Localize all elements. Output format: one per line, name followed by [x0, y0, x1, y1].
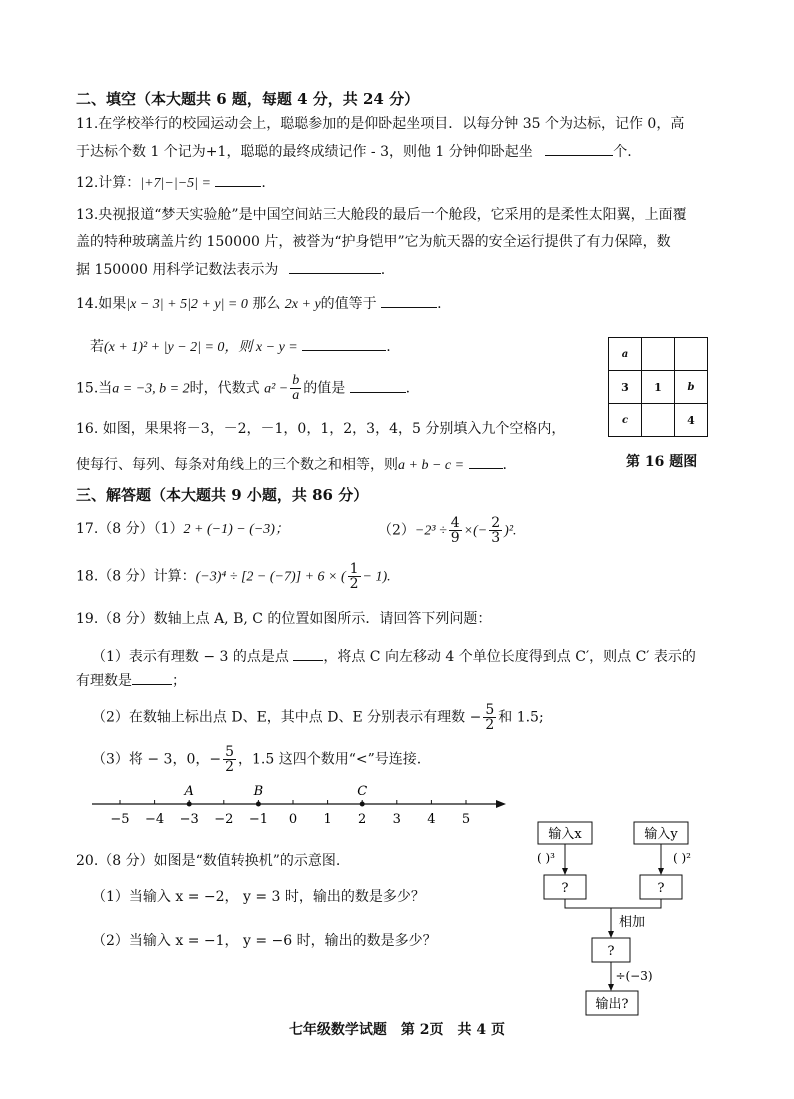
q19-p3-frac-num: 5	[225, 744, 235, 760]
section-3-heading: 三、解答题（本大题共 9 小题，共 86 分）	[76, 486, 369, 504]
q11-answer-blank[interactable]	[545, 141, 613, 156]
q19-p1-line1	[92, 646, 696, 666]
q19-p1-line2-text: 有理数是	[76, 673, 132, 689]
q15-frac-num: b	[292, 373, 300, 388]
q14-expr2: 2x + y	[284, 297, 321, 312]
q15-fraction	[290, 374, 301, 403]
grid-cell: c	[609, 404, 642, 437]
q15-cond: a = −3, b = 2	[112, 381, 190, 397]
q18-expr-b: − 1).	[362, 569, 391, 585]
grid-cell: b	[675, 371, 708, 404]
q17-part2	[378, 516, 517, 545]
q16-expr: a + b − c =	[398, 458, 465, 473]
number-line-point-label: B	[253, 784, 264, 799]
q17-frac1-num: 4	[450, 515, 460, 531]
q14-expr: |x − 3| + 5|2 + y| = 0	[126, 297, 248, 312]
q15-answer-blank[interactable]	[350, 378, 406, 393]
q15-mid: 时，代数式	[189, 380, 260, 397]
q17-part2-label: （2）	[378, 522, 415, 539]
q17-frac1-den: 9	[450, 530, 460, 546]
q17-expr1: 2 + (−1) − (−3)；	[183, 522, 289, 537]
number-line-point-a	[187, 802, 192, 807]
q14-prefix: 14.如果	[76, 296, 127, 312]
q14-answer-blank[interactable]	[381, 293, 437, 308]
q12-suffix: .	[261, 175, 266, 191]
q15-suffix: .	[405, 380, 411, 397]
q19-p3	[92, 745, 421, 774]
y-process-label: ?	[657, 881, 665, 896]
q15-expr: a² −	[264, 381, 289, 397]
q11-line1: 11.在学校举行的校园运动会上，聪聪参加的是仰卧起坐项目．以每分钟 35 个为达标，记作 0，高	[76, 116, 685, 132]
q19-p1-line2	[76, 670, 186, 690]
q16-text: 使每行、每列、每条对角线上的三个数之和相等，则	[76, 457, 398, 473]
x-arrow-head	[562, 868, 568, 875]
q17-frac2-num: 2	[491, 515, 501, 531]
q19-p3-frac-den: 2	[225, 759, 235, 775]
q17-expr2b: ×(−	[463, 523, 488, 539]
grid-cell: 3	[609, 371, 642, 404]
merge-label: 相加	[618, 915, 646, 930]
number-line-tick-label: 3	[392, 812, 401, 827]
q16-figure-caption: 第 16 题图	[626, 454, 698, 470]
q19-p2-frac	[483, 703, 496, 732]
q12-expr: |+7|−|−5| =	[140, 176, 211, 191]
q14-sub-prefix: 若	[90, 339, 104, 355]
q18-label: 18.（8 分）计算：	[76, 568, 196, 585]
q17-frac2-den: 3	[491, 530, 501, 546]
number-line-point-c	[360, 802, 365, 807]
q18-frac-num: 1	[349, 561, 359, 577]
q17-frac2	[489, 516, 502, 545]
q19-p1-b: ，将点 C 向左移动 4 个单位长度得到点 C′，则点 C′ 表示的	[323, 649, 696, 665]
q13-answer-blank[interactable]	[289, 259, 381, 274]
number-line-point-b	[256, 802, 261, 807]
number-line-tick-label: −5	[110, 812, 130, 827]
q20-p2: （2）当输入 x = −1， y = −6 时，输出的数是多少？	[92, 933, 437, 949]
div-arrow-head	[608, 984, 614, 991]
q19-p2	[92, 703, 544, 732]
q19-p1-blank2[interactable]	[132, 670, 172, 685]
sum-box-label: ?	[607, 944, 615, 959]
number-line-point-label: C	[357, 784, 368, 799]
q12	[76, 172, 266, 193]
number-line-point-label: A	[184, 784, 194, 799]
x-process-label: ?	[561, 881, 569, 896]
number-line-tick-label: 5	[461, 812, 471, 827]
q14-mid: 那么	[252, 296, 281, 312]
page-footer: 七年级数学试题 第 2页 共 4 页	[288, 1022, 506, 1038]
q15-frac-den: a	[292, 388, 300, 403]
q16-answer-blank[interactable]	[469, 454, 503, 469]
q15	[76, 374, 410, 403]
q17-expr2a: −2³ ÷	[414, 523, 447, 539]
q20-p1: （1）当输入 x = −2， y = 3 时，输出的数是多少？	[92, 889, 425, 905]
grid-cell	[642, 404, 675, 437]
q18	[76, 562, 391, 591]
q12-answer-blank[interactable]	[215, 172, 261, 187]
grid-cell: 4	[675, 404, 708, 437]
q12-prefix: 12.计算：	[76, 175, 141, 191]
q17-label: 17.（8 分）（1）	[76, 521, 184, 537]
number-line-tick-label: −4	[145, 812, 165, 827]
q14-suffix: .	[437, 296, 442, 312]
q16-line1: 16. 如图，果果将－3，－2，－1，0，1，2，3，4，5 分别填入九个空格内，	[76, 421, 566, 437]
op-x-label: ( )³	[537, 851, 555, 865]
y-arrow-head	[658, 868, 664, 875]
q15-prefix: 15.当	[76, 380, 113, 397]
div-label: ÷(−3)	[615, 969, 653, 983]
q16-suffix: .	[502, 457, 507, 473]
q17-frac1	[449, 516, 462, 545]
q18-frac	[348, 562, 361, 591]
q15-tail: 的值是	[303, 380, 346, 397]
number-line-tick-label: −1	[248, 812, 268, 827]
q13-line1: 13.央视报道“梦天实验舱”是中国空间站三大舱段的最后一个舱段，它采用的是柔性太阳翼，上面覆	[76, 207, 687, 223]
merge-lines	[565, 899, 661, 908]
q17	[76, 520, 289, 539]
q14-sub-answer-blank[interactable]	[302, 336, 386, 351]
q13-line2: 盖的特种玻璃盖片约 150000 片，被誉为“护身铠甲”它为航天器的安全运行提供了有力保障，数	[76, 234, 671, 250]
grid-cell: a	[609, 338, 642, 371]
number-line-tick-label: 4	[427, 812, 436, 827]
q20-intro: 20.（8 分）如图是“数值转换机”的示意图.	[76, 853, 341, 869]
number-line-tick-label: −3	[179, 812, 199, 827]
q19-p3-a: （3）将 − 3，0，−	[92, 751, 222, 768]
grid-cell	[642, 338, 675, 371]
q14-sub-suffix: .	[386, 339, 391, 355]
q19-p1-suffix: ；	[172, 673, 186, 689]
q11-text: 于达标个数 1 个记为+1，聪聪的最终成绩记作 - 3，则他 1 分钟仰卧起坐	[76, 144, 533, 160]
q13-line3	[76, 259, 385, 279]
q14-sub-expr: (x + 1)² + |y − 2| = 0，则 x − y =	[104, 340, 298, 355]
magic-square-grid	[608, 337, 708, 437]
q19-p1-a: （1）表示有理数 − 3 的点是点	[92, 649, 289, 665]
q11-suffix: 个.	[613, 144, 632, 160]
q14-tail: 的值等于	[320, 296, 377, 312]
number-line-tick-label: 0	[288, 812, 298, 827]
output-label: 输出?	[595, 997, 629, 1012]
section-2-heading: 二、填空（本大题共 6 题，每题 4 分，共 24 分）	[76, 90, 420, 108]
q19-p2-a: （2）在数轴上标出点 D、E，其中点 D、E 分别表示有理数 −	[92, 709, 482, 726]
q19-p2-frac-num: 5	[485, 702, 495, 718]
q14	[76, 293, 442, 314]
number-line-tick-label: 1	[323, 812, 332, 827]
q18-expr-a: (−3)⁴ ÷ [2 − (−7)] + 6 × (	[195, 569, 346, 585]
q11-line2	[76, 141, 632, 161]
q19-p3-b: ，1.5 这四个数用“<”号连接.	[238, 751, 422, 768]
q19-p1-blank1[interactable]	[293, 646, 323, 661]
merge-arrow-head	[608, 931, 614, 938]
grid-cell	[675, 338, 708, 371]
q13-suffix: .	[380, 262, 386, 278]
q16-line2	[76, 454, 507, 475]
number-line-points	[184, 784, 368, 807]
q19-p2-frac-den: 2	[485, 717, 495, 733]
number-line	[86, 776, 526, 832]
number-line-arrow	[496, 800, 506, 808]
number-line-tick-label: 2	[358, 812, 367, 827]
q13-text: 据 150000 用科学记数法表示为	[76, 262, 279, 278]
grid-cell: 1	[642, 371, 675, 404]
q19-intro: 19.（8 分）数轴上点 A, B, C 的位置如图所示．请回答下列问题：	[76, 611, 492, 627]
number-line-tick-label: −2	[214, 812, 234, 827]
q19-p2-b: 和 1.5;	[498, 709, 544, 726]
conversion-machine-flowchart	[524, 818, 724, 1018]
q17-expr2c: )².	[504, 523, 517, 539]
q19-p3-frac	[223, 745, 236, 774]
input-x-label: 输入x	[548, 827, 582, 842]
input-y-label: 输入y	[644, 827, 678, 842]
op-y-label: ( )²	[673, 851, 691, 865]
q14-sub	[90, 336, 391, 357]
q18-frac-den: 2	[349, 576, 359, 592]
